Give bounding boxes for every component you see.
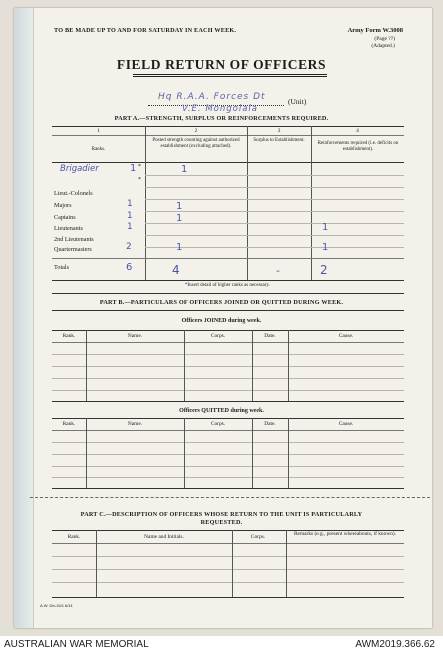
caption-accession-number: AWM2019.366.62 <box>355 639 435 650</box>
posted-majors: 1 <box>176 201 183 212</box>
part-c-heading-2: REQUESTED. <box>200 519 243 526</box>
quitted-col-divider <box>86 418 87 488</box>
partc-col-remarks: Remarks (e.g., present whereabouts, if known). <box>293 531 397 537</box>
partc-col-divider <box>232 530 233 597</box>
col-number-2: 2 <box>194 128 198 134</box>
row-rule <box>145 223 404 224</box>
joined-col-corps: Corps. <box>210 333 226 339</box>
joined-row-rule <box>52 378 404 379</box>
quitted-row-rule <box>52 454 404 455</box>
joined-table-top <box>52 330 404 331</box>
joined-col-divider <box>184 330 185 401</box>
col-header-ranks: Ranks. <box>91 147 106 152</box>
joined-col-date: Date. <box>264 333 276 339</box>
row-rule <box>145 247 404 248</box>
rank-lieutenants: Lieutenants <box>54 225 83 232</box>
partc-col-divider <box>96 530 97 597</box>
totals-reinforcements: 2 <box>320 263 328 277</box>
part-c-heading-1: PART C.—DESCRIPTION OF OFFICERS WHOSE RETURN TO THE UNIT IS PARTICULARLY <box>80 511 363 518</box>
part-b-top-rule <box>52 293 404 294</box>
part-a-header-rule <box>52 162 404 163</box>
title-underline-2 <box>133 76 327 77</box>
partc-table-bottom <box>52 597 404 598</box>
rank-majors: Majors <box>54 202 72 209</box>
posted-brigadier: 1 <box>181 164 188 175</box>
quitted-col-cause: Cause. <box>338 421 354 427</box>
col-number-4: 4 <box>356 128 359 134</box>
part-a-footnote: *Insert detail of higher ranks as necessary. <box>185 283 270 288</box>
rank-quartermasters: Quartermasters <box>54 246 92 253</box>
est-majors: 1 <box>127 199 133 209</box>
part-a-bottom-rule <box>52 280 404 281</box>
quitted-row-rule <box>52 466 404 467</box>
partc-col-rank: Rank. <box>67 534 81 540</box>
partc-header-rule <box>52 543 404 544</box>
form-number: Army Form W.3008 <box>347 27 403 34</box>
row-rule <box>145 187 404 188</box>
totals-label: Totals <box>54 264 70 271</box>
rank-handwritten-brigadier: Brigadier <box>60 164 99 174</box>
est-captains: 1 <box>127 211 133 221</box>
reinf-lieutenants: 1 <box>322 222 329 233</box>
row-rule <box>145 211 404 212</box>
quitted-col-name: Name. <box>127 421 143 427</box>
form-page: (Page ??) <box>374 36 395 42</box>
col-number-3: 3 <box>277 128 281 134</box>
joined-col-name: Name. <box>127 333 143 339</box>
joined-col-cause: Cause. <box>338 333 354 339</box>
col-header-surplus: Surplus to Establishment. <box>253 138 305 143</box>
marker-row-1: * <box>138 177 142 183</box>
posted-captains: 1 <box>176 213 183 224</box>
partc-row-rule <box>52 582 404 583</box>
reinf-quartermasters: 1 <box>322 242 329 253</box>
quitted-table-top <box>52 418 404 419</box>
joined-row-rule <box>52 390 404 391</box>
part-b-heading: PART B.—PARTICULARS OF OFFICERS JOINED OR QUITTED DURING WEEK. <box>99 299 344 306</box>
rank-captains: Captains <box>54 214 76 221</box>
col-number-1: 1 <box>97 128 100 134</box>
totals-rule <box>52 258 404 259</box>
unit-handwritten-2: V.E. Mongolala <box>182 104 258 114</box>
joined-col-divider <box>288 330 289 401</box>
joined-row-rule <box>52 354 404 355</box>
est-brigadier: 1 <box>130 163 137 174</box>
joined-col-divider <box>86 330 87 401</box>
quitted-col-corps: Corps. <box>210 421 226 427</box>
quitted-header-rule <box>52 430 404 431</box>
part-a-col-divider-2 <box>247 126 248 280</box>
quitted-table-bottom <box>52 488 404 489</box>
part-b-heading-rule <box>52 310 404 311</box>
row-rule <box>145 175 404 176</box>
print-code: A.W. Div.15/1 6/41 <box>40 603 73 608</box>
quitted-heading: Officers QUITTED during week. <box>179 408 264 414</box>
instruction-note: TO BE MADE UP TO AND FOR SATURDAY IN EACH WEEK. <box>54 27 237 34</box>
rank-2nd-lieutenants: 2nd Lieutenants <box>54 236 94 243</box>
joined-row-rule <box>52 366 404 367</box>
est-quartermasters: 2 <box>126 242 132 252</box>
part-a-col-divider-1 <box>145 126 146 280</box>
joined-col-rank: Rank. <box>62 333 76 339</box>
perforation-line <box>30 497 430 498</box>
partc-col-corps: Corps. <box>250 534 266 540</box>
partc-row-rule <box>52 569 404 570</box>
quitted-col-divider <box>184 418 185 488</box>
part-a-heading: PART A.—STRENGTH, SURPLUS OR REINFORCEMENTS REQUIRED. <box>114 115 329 122</box>
form-title: FIELD RETURN OF OFFICERS <box>116 57 327 72</box>
quitted-col-date: Date. <box>264 421 276 427</box>
joined-col-divider <box>252 330 253 401</box>
quitted-row-rule <box>52 477 404 478</box>
posted-quartermasters: 1 <box>176 242 183 253</box>
form-adapted: (Adapted.) <box>371 43 395 49</box>
row-rule <box>145 235 404 236</box>
quitted-row-rule <box>52 442 404 443</box>
totals-establishment: 6 <box>126 262 133 273</box>
quitted-col-divider <box>252 418 253 488</box>
quitted-col-rank: Rank. <box>62 421 76 427</box>
partc-col-divider <box>286 530 287 597</box>
col-header-posted: Posted strength counting against authorized establishment (excluding attached). <box>152 138 240 149</box>
partc-col-name: Name and Initials. <box>144 534 184 540</box>
totals-posted: 4 <box>172 263 180 277</box>
rank-lieut-colonels: Lieut.-Colonels <box>54 190 93 197</box>
joined-header-rule <box>52 342 404 343</box>
row-rule <box>145 199 404 200</box>
title-underline <box>133 74 327 75</box>
joined-heading: Officers JOINED during week. <box>181 318 262 324</box>
unit-label: (Unit) <box>288 97 307 106</box>
est-lieutenants: 1 <box>127 222 133 232</box>
totals-surplus: - <box>276 264 280 277</box>
caption-institution: AUSTRALIAN WAR MEMORIAL <box>4 639 149 650</box>
caption-bar <box>0 636 443 653</box>
part-a-col-divider-3 <box>311 126 312 280</box>
quitted-col-divider <box>288 418 289 488</box>
col-header-reinforcements: Reinforcements required (i.e. deficits on establishment). <box>317 141 399 152</box>
partc-row-rule <box>52 556 404 557</box>
joined-table-bottom <box>52 401 404 402</box>
unit-handwritten: Hq R.A.A. Forces Dt <box>158 92 266 102</box>
part-a-top-rule <box>52 126 404 127</box>
part-a-colnum-rule <box>52 135 404 136</box>
marker-row-0: * <box>138 164 142 170</box>
